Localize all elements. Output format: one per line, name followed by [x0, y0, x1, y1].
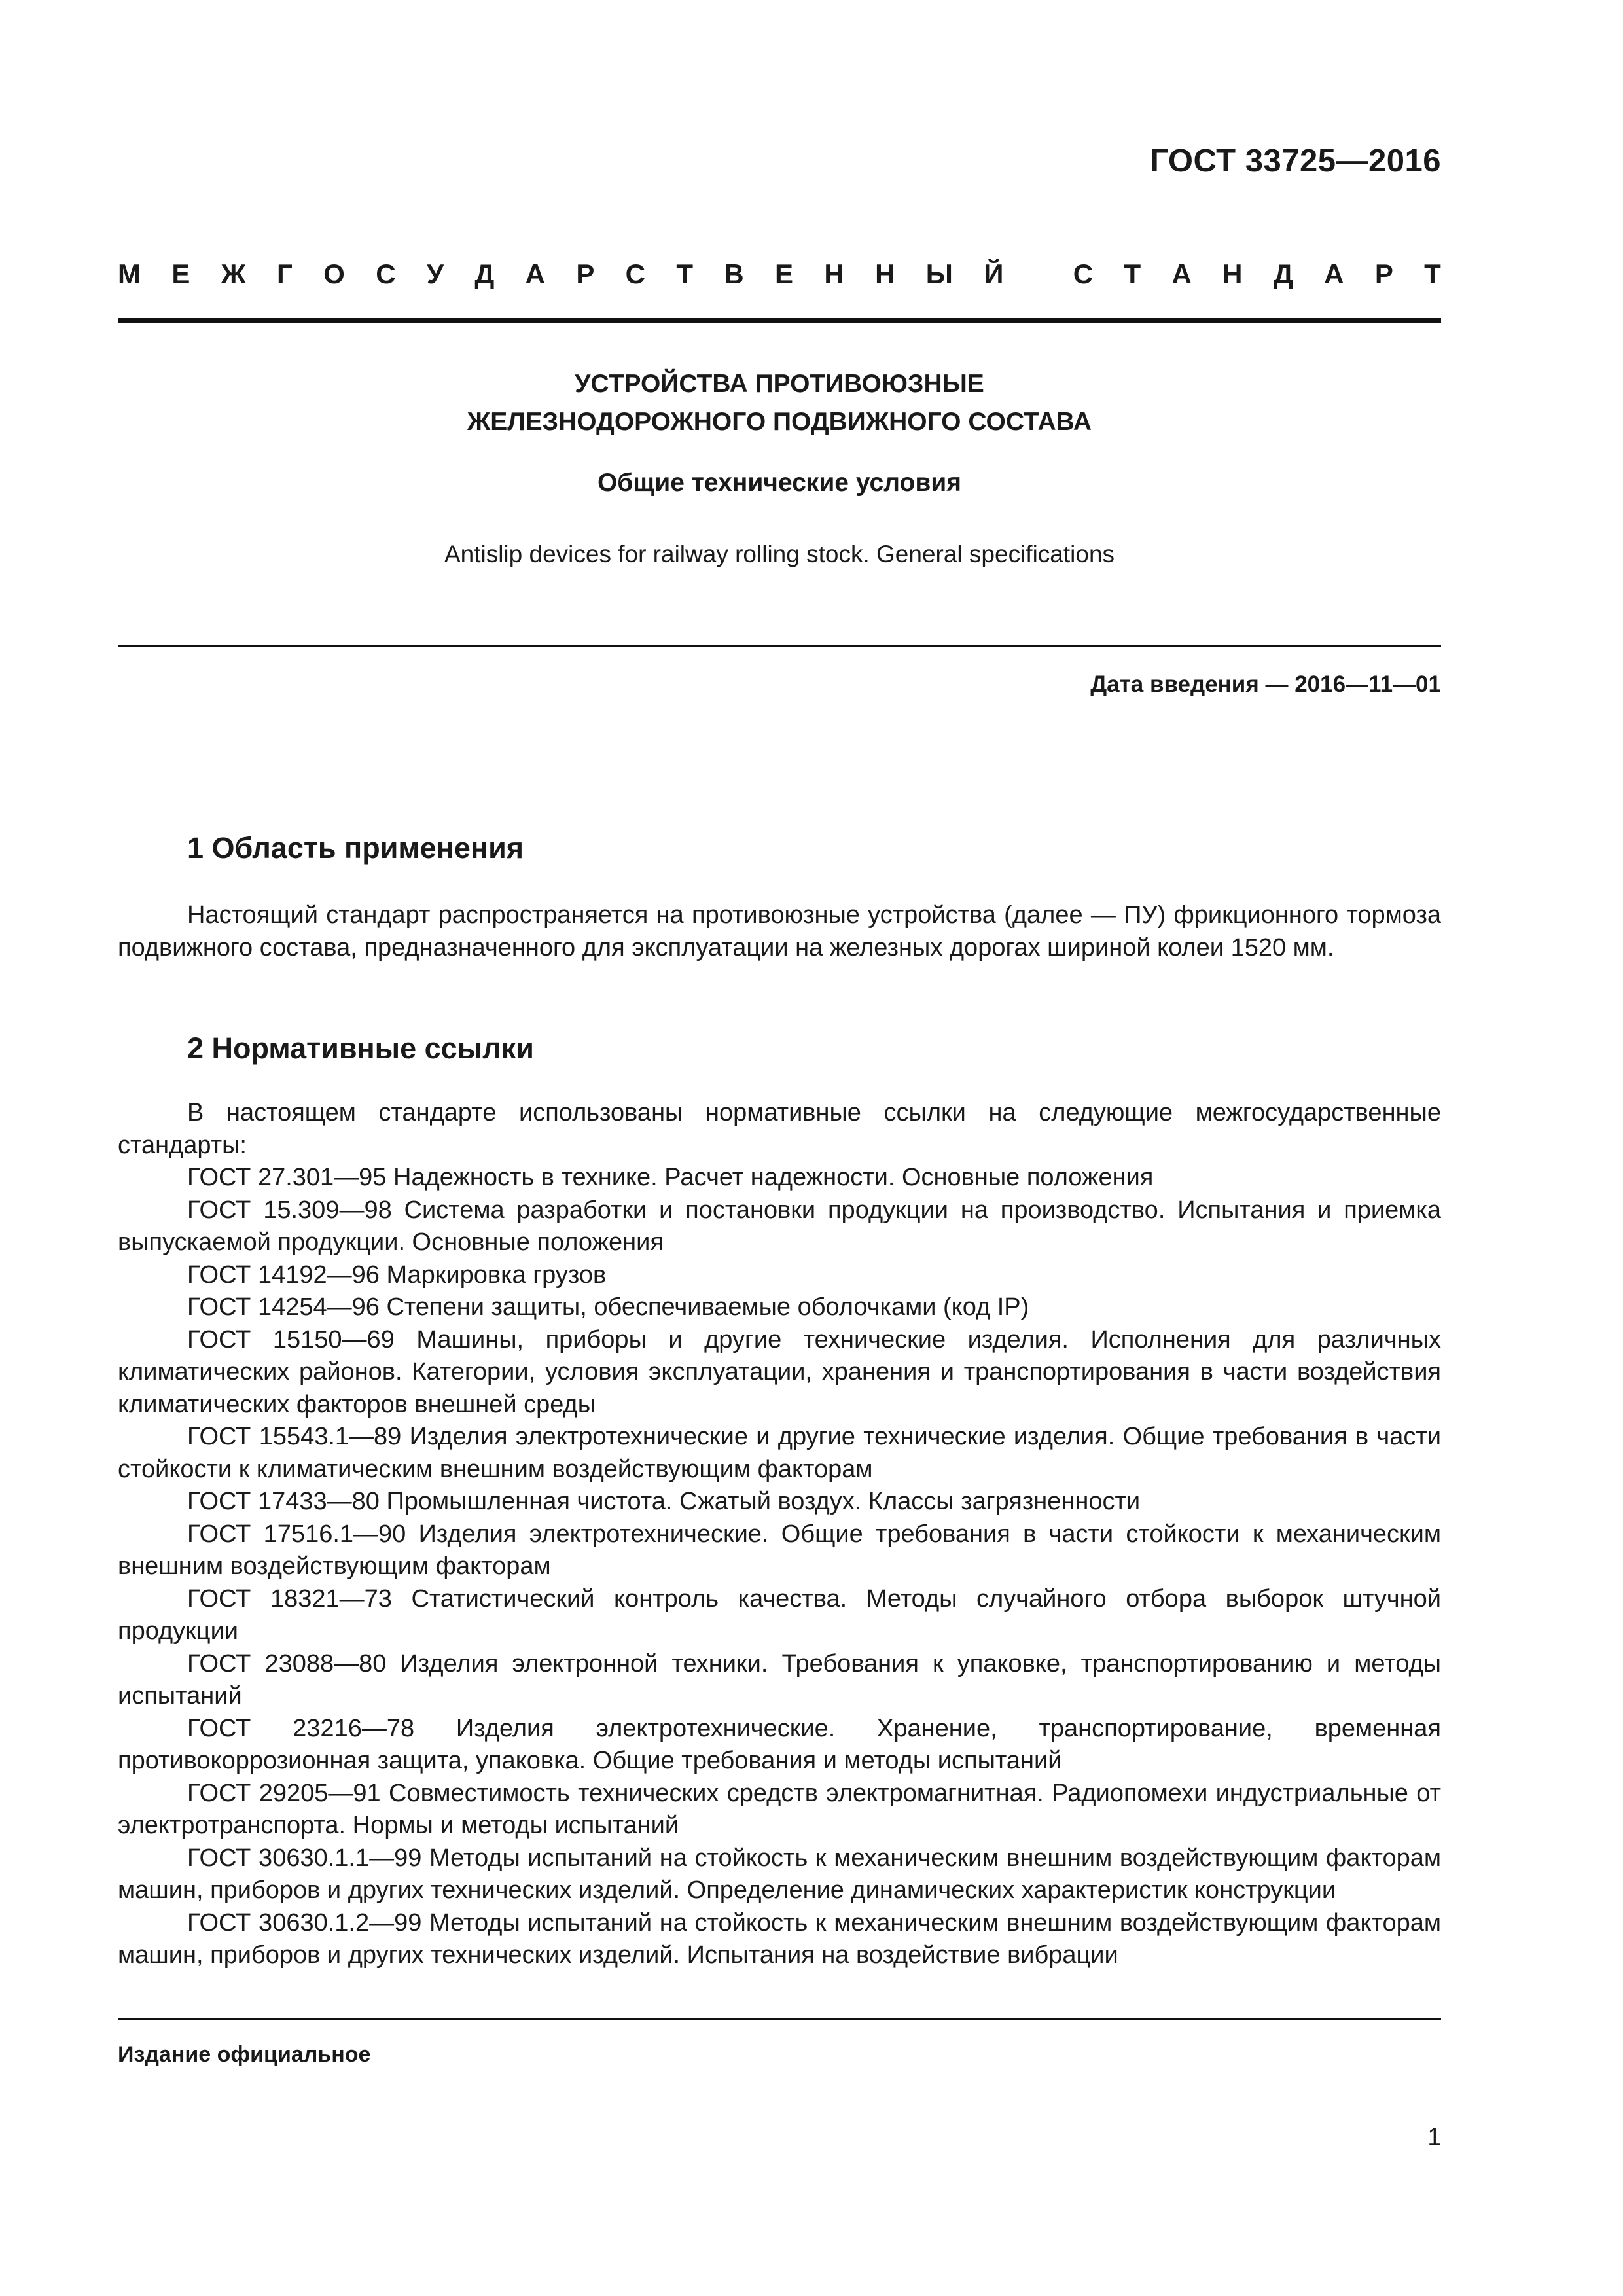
- section-1-body: [118, 899, 1441, 964]
- interstate-heading-letter: Т: [676, 259, 694, 289]
- section-2-heading: 2 Нормативные ссылки: [187, 1031, 534, 1065]
- title-line-2: ЖЕЛЕЗНОДОРОЖНОГО ПОДВИЖНОГО СОСТАВА: [467, 408, 1092, 436]
- reference-item: ГОСТ 23216—78 Изделия электротехнические. Хранение, транспортирование, временная противокоррозионная защита, упаковка. Общие требования и методы испытаний: [118, 1714, 1441, 1774]
- reference-item: ГОСТ 15.309—98 Система разработки и постановки продукции на производство. Испытания и приемка выпускаемой продукции. Основные положения: [118, 1196, 1441, 1256]
- footer-rule: [118, 2018, 1441, 2020]
- reference-item: ГОСТ 17516.1—90 Изделия электротехнические. Общие требования в части стойкости к механическим внешним воздействующим факторам: [118, 1520, 1441, 1580]
- official-edition-label: Издание официальное: [118, 2042, 371, 2067]
- interstate-heading-letter: С: [1073, 259, 1094, 289]
- reference-item: ГОСТ 14192—96 Маркировка грузов: [187, 1261, 607, 1289]
- interstate-heading-letter: Т: [1424, 259, 1441, 289]
- interstate-heading-letter: Н: [875, 259, 895, 289]
- normative-references-list: [118, 1097, 1441, 1972]
- section-1-paragraph: Настоящий стандарт распространяется на противоюзные устройства (далее — ПУ) фрикционного тормоза подвижного состава, предназначенного для эксплуатации на железных дорогах шириной колеи 1520 мм.: [118, 901, 1441, 961]
- reference-item: ГОСТ 15150—69 Машины, приборы и другие технические изделия. Исполнения для различных климатических районов. Категории, условия эксплуатации, хранения и транспортирования в части воздействия климатических факторов внешней среды: [118, 1325, 1441, 1418]
- interstate-heading-letter: Е: [171, 259, 190, 289]
- references-intro: В настоящем стандарте использованы нормативные ссылки на следующие межгосударственные стандарты:: [118, 1099, 1441, 1159]
- interstate-heading-letter: В: [724, 259, 744, 289]
- gost-number: ГОСТ 33725—2016: [1150, 143, 1441, 179]
- interstate-heading-letter: Т: [1124, 259, 1141, 289]
- reference-item: ГОСТ 23088—80 Изделия электронной техники. Требования к упаковке, транспортированию и методы испытаний: [118, 1649, 1441, 1710]
- interstate-heading-letter: М: [118, 259, 141, 289]
- interstate-heading-letter: У: [426, 259, 444, 289]
- reference-item: ГОСТ 15543.1—89 Изделия электротехнические и другие технические изделия. Общие требования в части стойкости к климатическим внешним воздействующим факторам: [118, 1423, 1441, 1483]
- interstate-heading-letter: Й: [984, 259, 1004, 289]
- interstate-heading-letter: Ы: [925, 259, 953, 289]
- interstate-standard-heading: [118, 259, 1441, 290]
- interstate-heading-letter: А: [525, 259, 545, 289]
- page-number: 1: [1427, 2123, 1441, 2150]
- reference-item: ГОСТ 17433—80 Промышленная чистота. Сжатый воздух. Классы загрязненности: [187, 1488, 1141, 1515]
- interstate-heading-letter: Г: [277, 259, 293, 289]
- interstate-heading-letter: Д: [474, 259, 495, 289]
- english-title: Antislip devices for railway rolling stock. General specifications: [444, 541, 1115, 567]
- section-1-heading: 1 Область применения: [187, 831, 524, 865]
- interstate-heading-letter: С: [376, 259, 396, 289]
- interstate-heading-letter: Н: [1222, 259, 1243, 289]
- header-rule: [118, 318, 1441, 323]
- interstate-heading-letter: А: [1324, 259, 1344, 289]
- title-line-1: УСТРОЙСТВА ПРОТИВОЮЗНЫЕ: [575, 370, 984, 398]
- interstate-heading-letter: О: [323, 259, 345, 289]
- interstate-heading-letter: Р: [576, 259, 595, 289]
- reference-item: ГОСТ 27.301—95 Надежность в технике. Расчет надежности. Основные положения: [187, 1164, 1154, 1191]
- interstate-heading-letter: А: [1171, 259, 1192, 289]
- reference-item: ГОСТ 30630.1.2—99 Методы испытаний на стойкость к механическим внешним воздействующим факторам машин, приборов и других технических изделий. Испытания на воздействие вибрации: [118, 1909, 1441, 1969]
- reference-item: ГОСТ 30630.1.1—99 Методы испытаний на стойкость к механическим внешним воздействующим факторам машин, приборов и других технических изделий. Определение динамических характеристик конструкции: [118, 1844, 1441, 1904]
- document-subtitle: Общие технические условия: [597, 469, 962, 497]
- interstate-heading-letter: Р: [1374, 259, 1393, 289]
- interstate-heading-letter: [1035, 259, 1043, 290]
- reference-item: ГОСТ 29205—91 Совместимость технических средств электромагнитная. Радиопомехи индустриальные от электротранспорта. Нормы и методы испытаний: [118, 1779, 1441, 1839]
- reference-item: ГОСТ 14254—96 Степени защиты, обеспечиваемые оболочками (код IP): [187, 1293, 1029, 1321]
- introduction-date: Дата введения — 2016—11—01: [1090, 672, 1441, 697]
- interstate-heading-letter: Д: [1273, 259, 1293, 289]
- reference-item: ГОСТ 18321—73 Статистический контроль качества. Методы случайного отбора выборок штучной продукции: [118, 1585, 1441, 1645]
- interstate-heading-letter: Е: [775, 259, 794, 289]
- title-rule: [118, 645, 1441, 647]
- interstate-heading-letter: С: [625, 259, 646, 289]
- interstate-heading-letter: Н: [824, 259, 844, 289]
- interstate-heading-letter: Ж: [221, 259, 246, 289]
- document-title: [118, 365, 1441, 441]
